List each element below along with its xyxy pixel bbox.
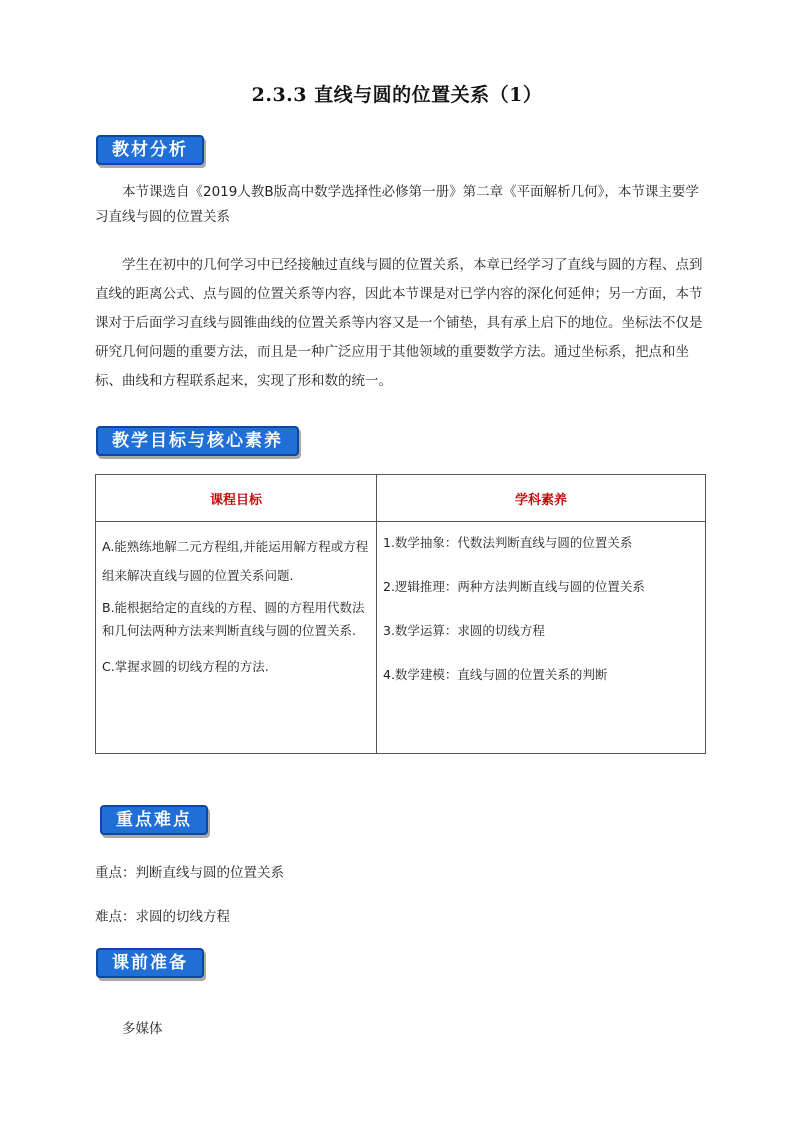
table-header-goals: 课程目标 [96, 475, 377, 522]
literacy-item: 3.数学运算：求圆的切线方程 [383, 623, 545, 638]
goal-item: C.掌握求圆的切线方程的方法. [102, 659, 269, 674]
goals-cell [96, 522, 377, 754]
goal-item: A.能熟练地解二元方程组,并能运用解方程或方程组来解决直线与圆的位置关系问题. [102, 539, 369, 583]
preparation-text: 多媒体 [122, 1021, 163, 1037]
key-point-text: 重点：判断直线与圆的位置关系 [95, 865, 284, 881]
literacy-cell [377, 522, 706, 754]
difficult-point-text: 难点：求圆的切线方程 [95, 909, 230, 925]
literacy-item: 4.数学建模：直线与圆的位置关系的判断 [383, 667, 608, 682]
literacy-item: 2.逻辑推理：两种方法判断直线与圆的位置关系 [383, 579, 645, 594]
table-header-literacy: 学科素养 [377, 475, 706, 522]
page-title: 2.3.3 直线与圆的位置关系（1） [251, 84, 543, 106]
section-badge-preparation: 课前准备 [96, 948, 204, 978]
literacy-item: 1.数学抽象：代数法判断直线与圆的位置关系 [383, 535, 633, 550]
analysis-paragraph-1: 本节课选自《2019人教B版高中数学选择性必修第一册》第二章《平面解析几何》，本节课主要学习直线与圆的位置关系 [95, 184, 699, 225]
objectives-table [95, 474, 706, 754]
section-badge-analysis: 教材分析 [96, 135, 204, 165]
section-badge-objectives: 教学目标与核心素养 [96, 426, 299, 456]
section-badge-key-points: 重点难点 [100, 805, 208, 835]
goal-item: B.能根据给定的直线的方程、圆的方程用代数法和几何法两种方法来判断直线与圆的位置关系. [102, 600, 365, 638]
analysis-paragraph-2: 学生在初中的几何学习中已经接触过直线与圆的位置关系，本章已经学习了直线与圆的方程、点到直线的距离公式、点与圆的位置关系等内容，因此本节课是对已学内容的深化何延伸；另一方面，本节课对于后面学习直线与圆锥曲线的位置关系等内容又是一个铺垫，具有承上启下的地位。坐标法不仅是研究几何问题的重要方法，而且是一种广泛应用于其他领域的重要数学方法。通过坐标系，把点和坐标、曲线和方程联系起来，实现了形和数的统一。 [95, 257, 703, 389]
